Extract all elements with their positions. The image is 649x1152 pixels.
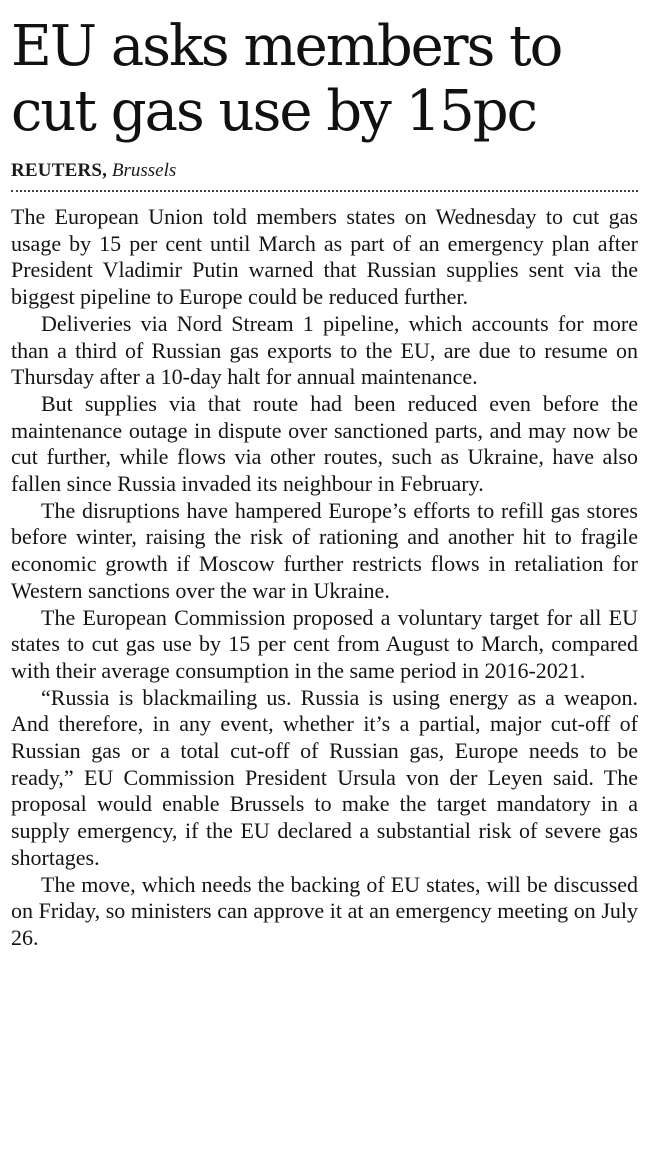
headline (11, 14, 638, 144)
byline-place: Brussels (111, 160, 177, 181)
headline-line-1: EU asks members to (11, 14, 562, 79)
paragraph-4: The disruptions have hampered Europe’s efforts to refill gas stores before winter, raising the risk of rationing and another hit to fragile economic growth if Moscow further restricts flows in retaliation for Western sanctions over the war in Ukraine. (11, 497, 638, 603)
article-body (11, 204, 638, 952)
paragraph-5: The European Commission proposed a voluntary target for all EU states to cut gas use by 15 per cent from August to March, compared with their average consumption in the same period in 2016-2021. (11, 604, 638, 683)
paragraph-7: The move, which needs the backing of EU states, will be discussed on Friday, so ministers can approve it at an emergency meeting on July 26. (11, 871, 638, 950)
paragraph-1: The European Union told members states on Wednesday to cut gas usage by 15 per cent until March as part of an emergency plan after President Vladimir Putin warned that Russian supplies sent via the biggest pipeline to Europe could be reduced further. (11, 204, 638, 310)
paragraph-6: “Russia is blackmailing us. Russia is using energy as a weapon. And therefore, in any event, whether it’s a partial, major cut-off of Russian gas or a total cut-off of Russian gas, Europe needs to be ready,” EU Commission President Ursula von der Leyen said. The proposal would enable Brussels to make the target mandatory in a supply emergency, if the EU declared a substantial risk of severe gas shortages. (11, 684, 638, 870)
paragraph-3: But supplies via that route had been reduced even before the maintenance outage in dispute over sanctioned parts, and may now be cut further, while flows via other routes, such as Ukraine, have also fallen since Russia invaded its neighbour in February. (11, 390, 638, 497)
headline-line-2: cut gas use by 15pc (11, 79, 537, 144)
byline (11, 160, 638, 182)
dotted-divider (11, 190, 638, 192)
paragraph-2: Deliveries via Nord Stream 1 pipeline, which accounts for more than a third of Russian gas exports to the EU, are due to resume on Thursday after a 10-day halt for annual maintenance. (11, 310, 638, 390)
byline-agency: REUTERS, (11, 160, 108, 181)
